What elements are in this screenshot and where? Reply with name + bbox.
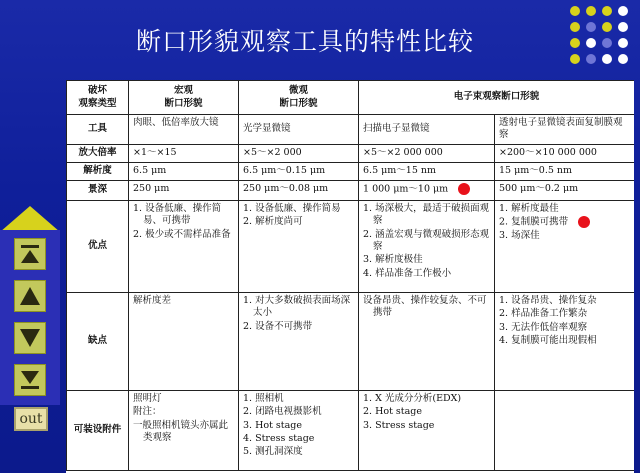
- comparison-table: [66, 80, 634, 471]
- header-electron-beam: 电子束观察断口形貌: [359, 81, 635, 115]
- decorative-dot-grid: [570, 6, 634, 70]
- list-item: 5. 测孔洞深度: [243, 446, 303, 458]
- cell: 光学显微镜: [239, 115, 359, 145]
- cell: 透射电子显微镜表面复制膜观察: [495, 115, 635, 145]
- list-cell: [129, 201, 239, 293]
- list-item: 3. Stress stage: [363, 419, 435, 431]
- slide-title: 断口形貌观察工具的特性比较: [135, 27, 474, 56]
- list-item: 解析度差: [133, 295, 172, 306]
- list-cell: [239, 201, 359, 293]
- row-label-advantages: 优点: [67, 201, 129, 293]
- list-item: 一般照相机镜头亦属此类观察: [133, 419, 229, 444]
- list-item: 设备昂贵、操作较复杂、不可携带: [363, 295, 487, 319]
- last-slide-icon: [18, 368, 42, 392]
- nav-decor-triangle: [0, 206, 60, 232]
- nav-next-button[interactable]: [14, 322, 46, 354]
- cell: ×5～×2 000 000: [359, 145, 495, 163]
- header-observation-type: 破坏 观察类型: [67, 81, 129, 115]
- list-cell: [359, 293, 495, 391]
- list-item: 2. 设备不可携带: [243, 320, 313, 332]
- cell: 6.5 μm: [129, 163, 239, 181]
- cell-with-marker: [359, 181, 495, 201]
- list-item: 1. 解析度最佳: [499, 203, 559, 214]
- arrow-down-icon: [18, 326, 42, 350]
- list-item: 4. 复制膜可能出现假相: [499, 335, 597, 347]
- cell: 肉眼、低倍率放大镜: [129, 115, 239, 145]
- list-item: 3. Hot stage: [243, 419, 302, 431]
- row-label-resolution: 解析度: [67, 163, 129, 181]
- list-item: 2. 极少或不需样品准备: [133, 228, 231, 240]
- cell: 15 μm～0.5 nm: [495, 163, 635, 181]
- list-cell: [239, 293, 359, 391]
- out-button[interactable]: out: [14, 407, 48, 431]
- list-item: 1. 场深极大，最适于破损面观察: [363, 203, 490, 227]
- cell: ×1～×15: [129, 145, 239, 163]
- list-item: 1. 对大多数破损表面场深太小: [243, 295, 351, 319]
- cell: 扫描电子显微镜: [359, 115, 495, 145]
- list-item: 附注：: [133, 406, 162, 418]
- list-item: 2. 涵盖宏观与微观破损形态观察: [363, 228, 490, 253]
- cell-text: 1 000 μm～10 μm: [363, 183, 449, 195]
- cell: ×5～×2 000: [239, 145, 359, 163]
- list-cell: [495, 391, 635, 471]
- cell: 250 μm～0.08 μm: [239, 181, 359, 201]
- list-item: 照明灯: [133, 393, 162, 404]
- arrow-up-icon: [18, 284, 42, 308]
- list-item: 1. 设备昂贵、操作复杂: [499, 295, 597, 306]
- cell: ×200～×10 000 000: [495, 145, 635, 163]
- cell: 500 μm～0.2 μm: [495, 181, 635, 201]
- nav-panel: [0, 230, 60, 405]
- header-micro: 微观 断口形貌: [239, 81, 359, 115]
- list-item: 1. 照相机: [243, 393, 284, 404]
- list-cell: [359, 201, 495, 293]
- list-cell: [495, 201, 635, 293]
- list-cell: [495, 293, 635, 391]
- list-item: 1. 设备低廉、操作简易: [243, 203, 341, 214]
- row-label-magnification: 放大倍率: [67, 145, 129, 163]
- list-item: 3. 解析度极佳: [363, 254, 423, 266]
- list-cell: [129, 391, 239, 471]
- list-cell: [129, 293, 239, 391]
- list-cell: [239, 391, 359, 471]
- list-item: 3. 场深佳: [499, 230, 540, 242]
- list-item: 2. 解析度尚可: [243, 216, 303, 228]
- row-label-attachments: 可装设附件: [67, 391, 129, 471]
- red-marker-icon: [578, 216, 590, 228]
- row-label-depth-of-field: 景深: [67, 181, 129, 201]
- list-item: 1. X 光成分分析(EDX): [363, 393, 462, 404]
- list-item: 2. Hot stage: [363, 406, 422, 418]
- first-slide-icon: [18, 242, 42, 266]
- nav-prev-button[interactable]: [14, 280, 46, 312]
- list-item: 1. 设备低廉、操作简易、可携带: [133, 203, 222, 227]
- cell: 250 μm: [129, 181, 239, 201]
- list-cell: [359, 391, 495, 471]
- list-item: 4. 样品准备工作极小: [363, 267, 452, 279]
- comparison-table-container: [66, 80, 634, 473]
- row-label-disadvantages: 缺点: [67, 293, 129, 391]
- list-item: 2. 样品准备工作繁杂: [499, 308, 588, 320]
- cell: 6.5 μm～0.15 μm: [239, 163, 359, 181]
- list-item: [499, 216, 630, 229]
- list-item: 3. 无法作低倍率观察: [499, 321, 588, 333]
- row-label-tool: 工具: [67, 115, 129, 145]
- nav-last-button[interactable]: [14, 364, 46, 396]
- red-marker-icon: [458, 183, 470, 195]
- cell: 6.5 μm～15 nm: [359, 163, 495, 181]
- list-item: 2. 闭路电视摄影机: [243, 406, 322, 418]
- nav-first-button[interactable]: [14, 238, 46, 270]
- list-item-text: 2. 复制膜可携带: [499, 216, 569, 228]
- list-item: 4. Stress stage: [243, 433, 315, 445]
- header-macro: 宏观 断口形貌: [129, 81, 239, 115]
